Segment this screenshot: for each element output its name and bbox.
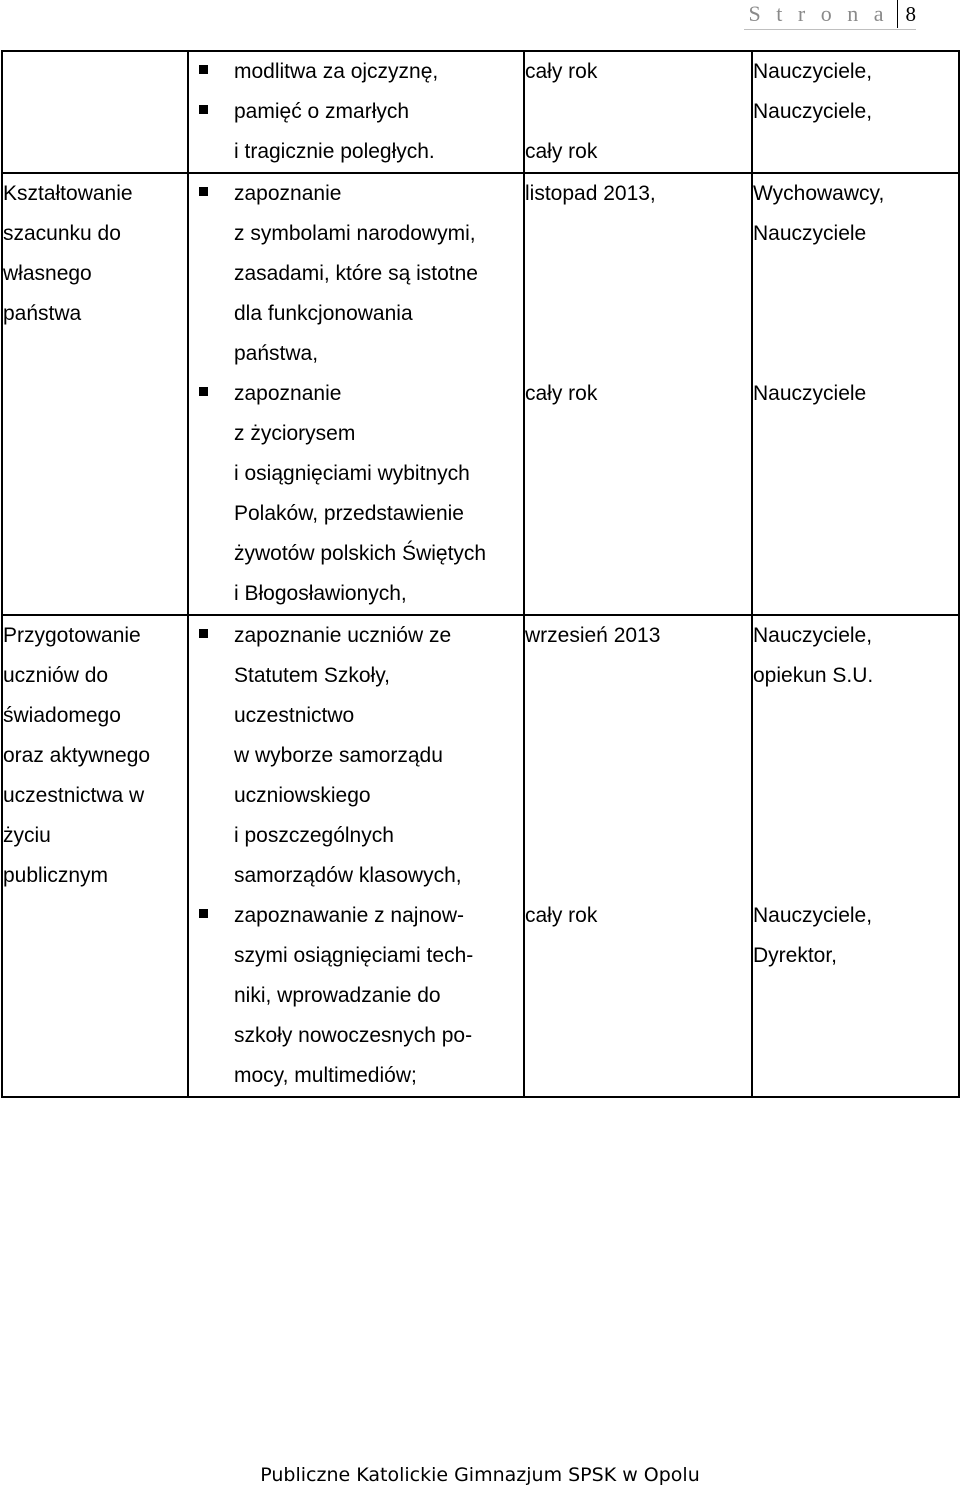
- activity-line: państwa,: [234, 342, 319, 365]
- activity-item: [234, 52, 523, 92]
- time-entry: [525, 254, 751, 294]
- activity-line: dla funkcjonowania: [234, 302, 413, 325]
- activity-item: [234, 616, 523, 896]
- area-cell: [2, 173, 188, 615]
- activity-list: [189, 616, 523, 1096]
- time-entry: cały rok: [525, 60, 598, 83]
- plan-table-body: [2, 51, 959, 1097]
- area-line: własnego: [3, 262, 92, 285]
- activity-line: pamięć o zmarłych: [234, 100, 410, 123]
- time-entry: [525, 294, 751, 334]
- table-row: [2, 51, 959, 173]
- responsible-entry: Nauczyciele,: [753, 100, 873, 123]
- activity-line: i osiągnięciami wybitnych: [234, 462, 470, 485]
- activity-line: z życiorysem: [234, 422, 356, 445]
- footer-text: Publiczne Katolickie Gimnazjum SPSK w Opolu: [260, 1464, 700, 1486]
- area-line: Przygotowanie: [3, 624, 141, 647]
- time-entry: cały rok: [525, 382, 598, 405]
- area-line: oraz aktywnego: [3, 744, 151, 767]
- activity-line: żywotów polskich Świętych: [234, 542, 487, 565]
- activity-line: zapoznanie: [234, 382, 342, 405]
- activities-cell: [188, 51, 524, 173]
- responsible-entry: [753, 856, 958, 896]
- activity-line: z symbolami narodowymi,: [234, 222, 476, 245]
- responsible-entry: Dyrektor,: [753, 944, 838, 967]
- activities-cell: [188, 615, 524, 1097]
- activity-line: w wyborze samorządu: [234, 744, 443, 767]
- responsible-entry: [753, 254, 958, 294]
- page-label: S t r o n a: [748, 1, 889, 26]
- area-cell: [2, 615, 188, 1097]
- time-entry: [525, 696, 751, 736]
- time-entry: [525, 856, 751, 896]
- time-entry: [525, 736, 751, 776]
- area-line: życiu: [3, 824, 51, 847]
- responsible-entry: [753, 776, 958, 816]
- area-line: państwa: [3, 302, 82, 325]
- plan-table: [1, 50, 960, 1098]
- area-line: uczniów do: [3, 664, 109, 687]
- responsible-entry: Nauczyciele: [753, 382, 867, 405]
- area-line: publicznym: [3, 864, 109, 887]
- responsible-cell: [752, 51, 959, 173]
- activity-line: samorządów klasowych,: [234, 864, 462, 887]
- activity-item: [234, 374, 523, 614]
- responsible-cell: [752, 615, 959, 1097]
- table-row: [2, 173, 959, 615]
- responsible-entry: Wychowawcy,: [753, 182, 885, 205]
- activity-line: zasadami, które są istotne: [234, 262, 478, 285]
- activity-item: [234, 896, 523, 1096]
- responsible-entry: Nauczyciele: [753, 222, 867, 245]
- time-entry: [525, 92, 751, 132]
- activities-cell: [188, 173, 524, 615]
- area-line: szacunku do: [3, 222, 121, 245]
- responsible-cell: [752, 173, 959, 615]
- activity-line: mocy, multimediów;: [234, 1064, 417, 1087]
- activity-line: Statutem Szkoły,: [234, 664, 391, 687]
- time-entry: wrzesień 2013: [525, 624, 661, 647]
- activity-line: modlitwa za ojczyznę,: [234, 60, 439, 83]
- time-entry: [525, 776, 751, 816]
- header-divider: [744, 29, 916, 30]
- responsible-entry: opiekun S.U.: [753, 664, 874, 687]
- responsible-entry: [753, 816, 958, 856]
- activity-line: zapoznawanie z najnow-: [234, 904, 464, 927]
- activity-list: [189, 52, 523, 172]
- activity-line: uczestnictwo: [234, 704, 355, 727]
- responsible-entry: [753, 696, 958, 736]
- responsible-entry: Nauczyciele,: [753, 60, 873, 83]
- time-cell: [524, 51, 752, 173]
- time-entry: [525, 816, 751, 856]
- area-cell: [2, 51, 188, 173]
- area-line: świadomego: [3, 704, 121, 727]
- activity-list: [189, 174, 523, 614]
- activity-line: uczniowskiego: [234, 784, 371, 807]
- responsible-entry: [753, 736, 958, 776]
- activity-item: [234, 92, 523, 172]
- page-header: [749, 0, 916, 28]
- responsible-entry: [753, 294, 958, 334]
- time-entry: cały rok: [525, 140, 598, 163]
- activity-line: i Błogosławionych,: [234, 582, 407, 605]
- time-entry: listopad 2013,: [525, 182, 656, 205]
- activity-line: i poszczególnych: [234, 824, 394, 847]
- table-row: [2, 615, 959, 1097]
- activity-line: zapoznanie: [234, 182, 342, 205]
- activity-line: szymi osiągnięciami tech-: [234, 944, 474, 967]
- activity-line: Polaków, przedstawienie: [234, 502, 464, 525]
- time-entry: [525, 656, 751, 696]
- activity-line: niki, wprowadzanie do: [234, 984, 441, 1007]
- time-entry: cały rok: [525, 904, 598, 927]
- page-number: 8: [897, 0, 917, 28]
- responsible-entry: [753, 132, 958, 172]
- responsible-entry: Nauczyciele,: [753, 904, 873, 927]
- activity-item: [234, 174, 523, 374]
- activity-line: i tragicznie poległych.: [234, 140, 435, 163]
- activity-line: zapoznanie uczniów ze: [234, 624, 452, 647]
- responsible-entry: Nauczyciele,: [753, 624, 873, 647]
- time-cell: [524, 173, 752, 615]
- activity-line: szkoły nowoczesnych po-: [234, 1024, 473, 1047]
- time-entry: [525, 214, 751, 254]
- time-cell: [524, 615, 752, 1097]
- area-line: Kształtowanie: [3, 182, 133, 205]
- time-entry: [525, 334, 751, 374]
- area-line: uczestnictwa w: [3, 784, 145, 807]
- responsible-entry: [753, 334, 958, 374]
